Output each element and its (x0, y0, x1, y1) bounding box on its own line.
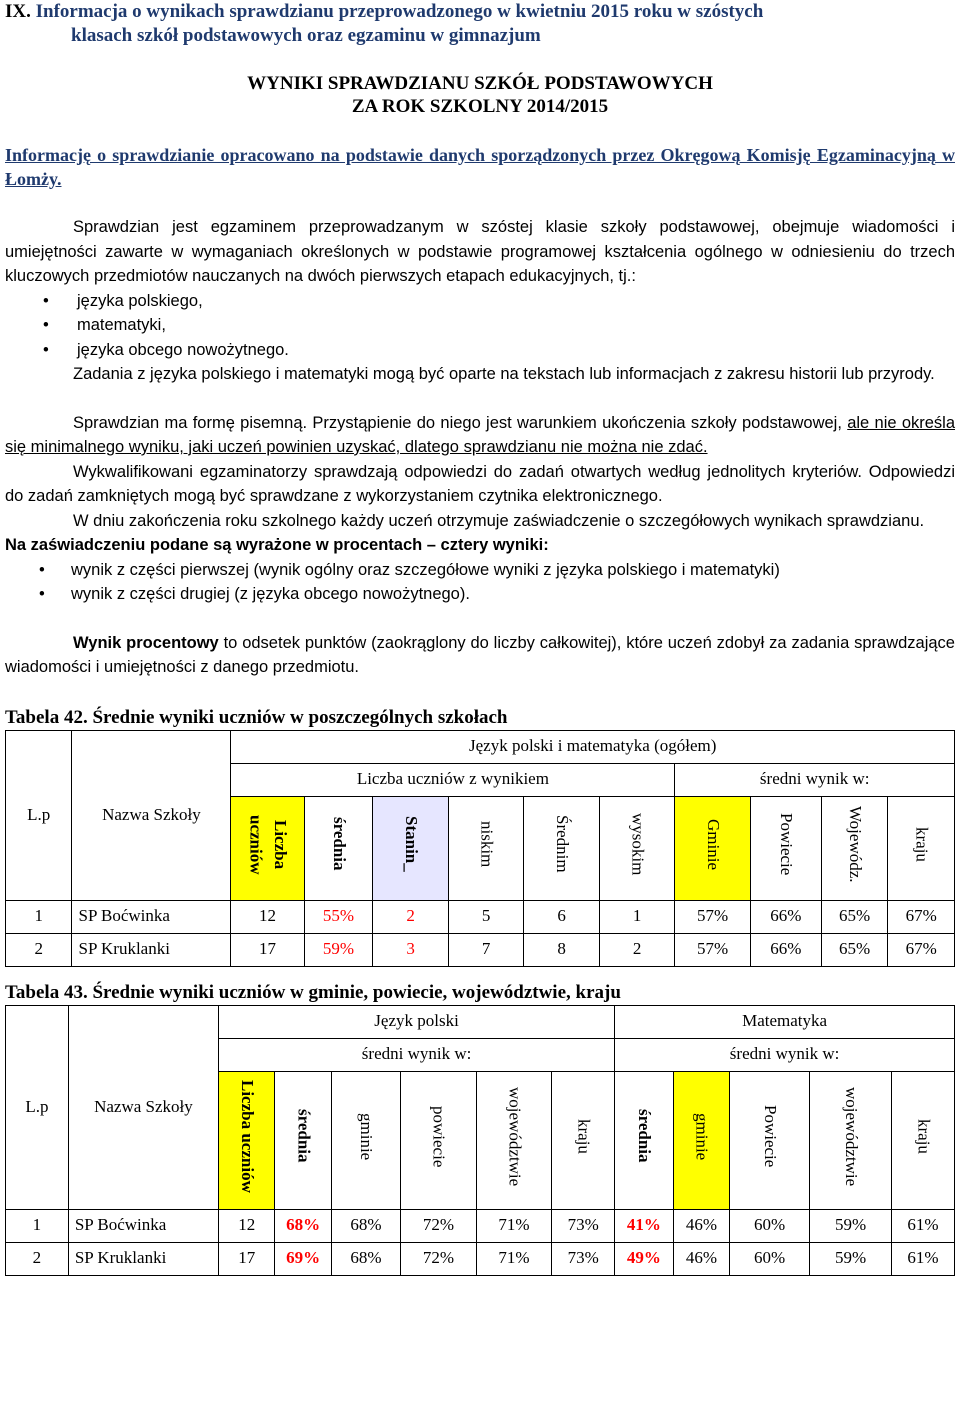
table-cell: 12 (219, 1209, 275, 1242)
column-header: wysokim (599, 796, 675, 900)
intro-paragraph: Sprawdzian jest egzaminem przeprowadzanym w szóstej klasie szkoły podstawowej, obejmuje wiadomości i umiejętności zawarte w wymaganiach określonych w podstawie programowej kształcenia ogólnego w odniesieniu do trzech kluczowych przedmiotów nauczanych na dwóch pierwszych etapach edukacyjnych, tj.: (5, 218, 955, 285)
column-header: Liczba uczniów (219, 1071, 275, 1209)
column-header: średnia (615, 1071, 674, 1209)
column-header: gminie (331, 1071, 400, 1209)
form-paragraph (5, 411, 955, 460)
source-note (5, 143, 955, 191)
list-item: • matematyki, (5, 313, 955, 338)
table-cell: 12 (231, 900, 304, 933)
list-item: • języka polskiego, (5, 289, 955, 314)
title-line2: ZA ROK SZKOLNY 2014/2015 (351, 96, 609, 117)
table-cell: 5 (448, 900, 524, 933)
table-header: L.p (6, 1005, 69, 1209)
table-subgroup-header: średni wynik w: (675, 763, 955, 796)
table-cell: 3 (373, 933, 449, 966)
table-cell: 17 (219, 1242, 275, 1275)
table-cell: 1 (6, 1209, 69, 1242)
table-subgroup-header: Liczba uczniów z wynikiem (231, 763, 675, 796)
section-number: IX. (5, 1, 31, 22)
column-header: Wojewódz. (821, 796, 887, 900)
table-cell: 68% (331, 1209, 400, 1242)
table-cell: 69% (275, 1242, 331, 1275)
results-list (5, 558, 955, 607)
table-cell: 55% (304, 900, 373, 933)
table-cell: 17 (231, 933, 304, 966)
form-text-b: Przystąpienie do niego jest warunkiem ukończenia szkoły podstawowej, (312, 413, 842, 432)
table-cell: 60% (730, 1242, 810, 1275)
column-header: kraju (888, 796, 955, 900)
column-header: Średnim (524, 796, 600, 900)
table-cell: 1 (6, 900, 72, 933)
column-header: powiecie (401, 1071, 477, 1209)
section-heading-line1: Informacja o wynikach sprawdzianu przeprowadzonego w kwietniu 2015 roku w szóstych (35, 1, 764, 22)
column-header: Stanin_ (373, 796, 449, 900)
table-cell: 67% (888, 900, 955, 933)
intro-section (5, 215, 955, 387)
column-header: niskim (448, 796, 524, 900)
table-header: Nazwa Szkoły (72, 730, 231, 900)
table-cell: 57% (675, 900, 751, 933)
table-cell: 59% (810, 1242, 892, 1275)
table-cell: 68% (331, 1242, 400, 1275)
table-cell: 66% (750, 900, 821, 933)
definition-paragraph (5, 631, 955, 680)
definition-text: to odsetek punktów (zaokrąglony do liczby całkowitej), które uczeń zdobył za zadania sprawdzające wiadomości i umiejętności z danego przedmiotu. (5, 633, 955, 676)
form-text-underlined: ale nie określa się minimalnego wyniku, jaki uczeń powinien uzyskać, dlatego sprawdzianu nie można nie zdać. (5, 413, 956, 456)
column-header: kraju (552, 1071, 615, 1209)
table-cell: 2 (6, 1242, 69, 1275)
table-cell: 57% (675, 933, 751, 966)
column-header: Liczba uczniów (231, 796, 304, 900)
column-header: średnia (304, 796, 373, 900)
table-cell: 60% (730, 1209, 810, 1242)
examiners-paragraph: Wykwalifikowani egzaminatorzy sprawdzają odpowiedzi do zadań otwartych według jednolitych kryteriów. Odpowiedzi do zadań zamkniętych mogą być sprawdzane z wykorzystaniem czytnika elektronicznego. (5, 462, 955, 505)
table-cell: 2 (6, 933, 72, 966)
table-cell: 65% (821, 900, 887, 933)
column-header: kraju (892, 1071, 955, 1209)
list-item: • języka obcego nowożytnego. (5, 338, 955, 363)
table-header: L.p (6, 730, 72, 900)
table-cell: 41% (615, 1209, 674, 1242)
list-item: • wynik z części drugiej (z języka obcego nowożytnego). (5, 582, 955, 607)
table-cell: 1 (599, 900, 675, 933)
table-group-header: Matematyka (615, 1005, 955, 1038)
section-heading (5, 0, 955, 48)
table-cell: 73% (552, 1209, 615, 1242)
table-group-header: Język polski i matematyka (ogółem) (231, 730, 955, 763)
table-cell: 59% (810, 1209, 892, 1242)
source-note-text: Informację o sprawdzianie opracowano na podstawie danych sporządzonych przez Okręgową Komisję Egzaminacyjną w Łomży. (5, 145, 955, 189)
column-header: województwie (810, 1071, 892, 1209)
table-cell: 7 (448, 933, 524, 966)
table-group-header: Język polski (219, 1005, 615, 1038)
column-header: gminie (673, 1071, 729, 1209)
subjects-list (5, 289, 955, 363)
column-header: województwie (476, 1071, 552, 1209)
column-header: Gminie (675, 796, 751, 900)
table43 (5, 1005, 955, 1276)
list-item: • wynik z części pierwszej (wynik ogólny oraz szczegółowe wyniki z języka polskiego i matematyki) (5, 558, 955, 583)
table43-caption: Tabela 43. Średnie wyniki uczniów w gminie, powiecie, województwie, kraju (5, 981, 621, 1003)
table-subgroup-header: średni wynik w: (615, 1038, 955, 1071)
table-cell: 61% (892, 1242, 955, 1275)
column-header: Powiecie (750, 796, 821, 900)
column-header: Powiecie (730, 1071, 810, 1209)
table-cell: 65% (821, 933, 887, 966)
table-row (6, 1209, 955, 1242)
section-heading-line2: klasach szkół podstawowych oraz egzaminu w gimnazjum (71, 25, 541, 46)
form-text-a: Sprawdzian ma formę pisemną. (73, 413, 308, 432)
table-cell: 2 (373, 900, 449, 933)
table-cell: 72% (401, 1242, 477, 1275)
table-cell: 8 (524, 933, 600, 966)
table-cell: 59% (304, 933, 373, 966)
table-row (6, 933, 955, 966)
table-cell: 73% (552, 1242, 615, 1275)
table-row (6, 1242, 955, 1275)
title-line1: WYNIKI SPRAWDZIANU SZKÓŁ PODSTAWOWYCH (247, 73, 713, 94)
table-cell: 66% (750, 933, 821, 966)
table-cell: 49% (615, 1242, 674, 1275)
table-cell: 67% (888, 933, 955, 966)
table-cell: 61% (892, 1209, 955, 1242)
definition-term: Wynik procentowy (73, 633, 219, 652)
column-header: średnia (275, 1071, 331, 1209)
table-subgroup-header: średni wynik w: (219, 1038, 615, 1071)
history-paragraph: Zadania z języka polskiego i matematyki mogą być oparte na tekstach lub informacjach z zakresu historii lub przyrody. (73, 365, 935, 383)
form-section (5, 411, 955, 680)
table-cell: 46% (673, 1209, 729, 1242)
table-cell: 71% (476, 1242, 552, 1275)
table42-caption: Tabela 42. Średnie wyniki uczniów w poszczególnych szkołach (5, 706, 508, 728)
table-cell: 72% (401, 1209, 477, 1242)
table-cell: 71% (476, 1209, 552, 1242)
page-title (5, 72, 955, 118)
table-row (6, 900, 955, 933)
certificate-results-heading: Na zaświadczeniu podane są wyrażone w procentach – cztery wyniki: (5, 536, 549, 554)
table42 (5, 730, 955, 967)
table-cell: SP Boćwinka (68, 1209, 218, 1242)
certificate-paragraph: W dniu zakończenia roku szkolnego każdy uczeń otrzymuje zaświadczenie o szczegółowych wynikach sprawdzianu. (73, 511, 925, 530)
table-cell: SP Boćwinka (72, 900, 231, 933)
table-cell: 2 (599, 933, 675, 966)
table-cell: SP Kruklanki (68, 1242, 218, 1275)
table-header: Nazwa Szkoły (68, 1005, 218, 1209)
table-cell: SP Kruklanki (72, 933, 231, 966)
table-cell: 68% (275, 1209, 331, 1242)
table-cell: 46% (673, 1242, 729, 1275)
table-cell: 6 (524, 900, 600, 933)
